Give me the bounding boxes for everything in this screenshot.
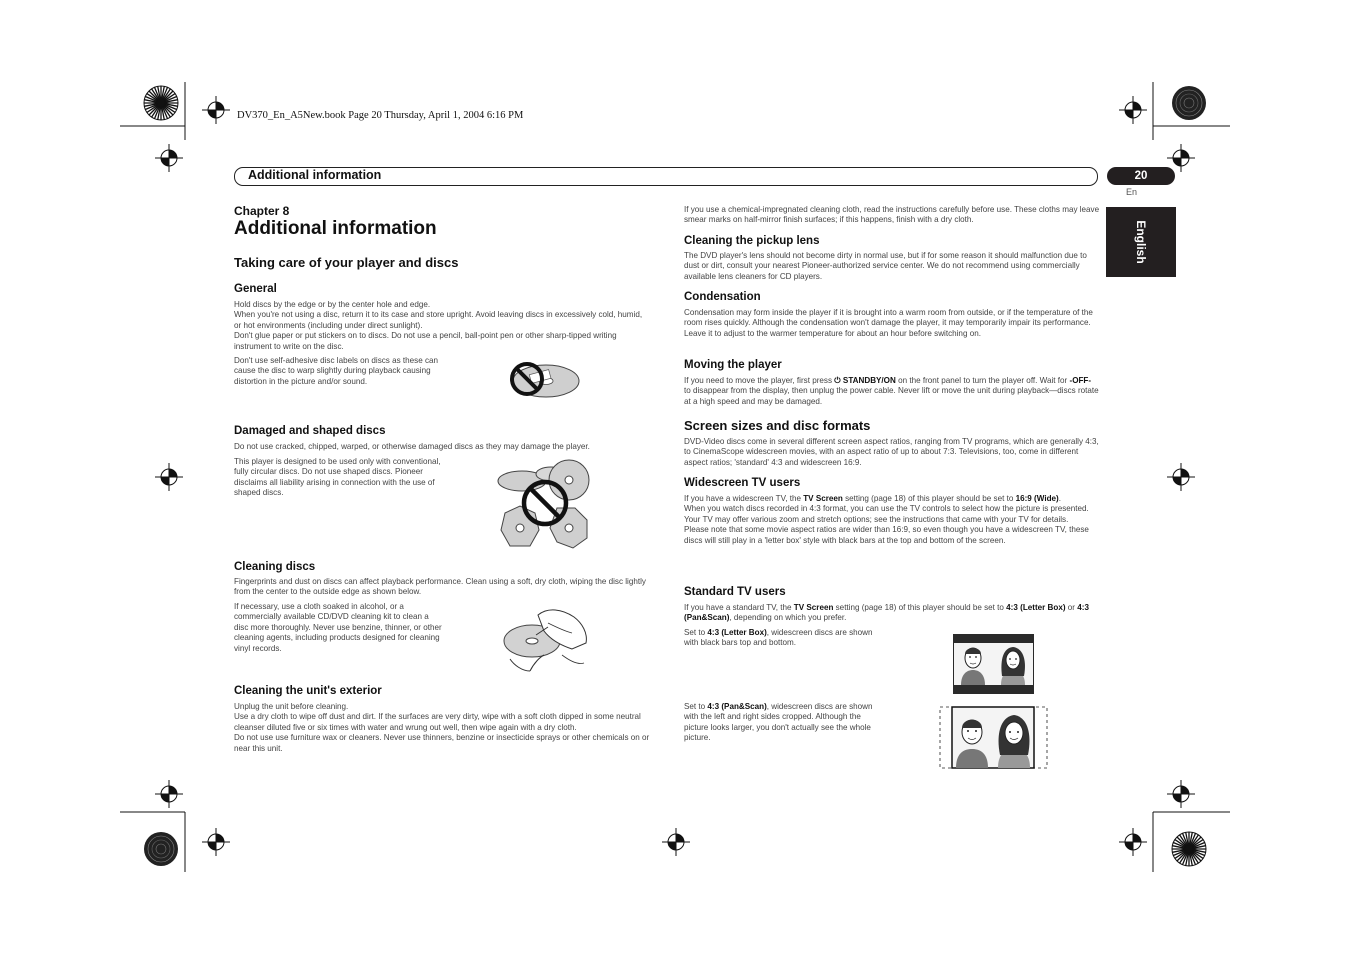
condensation-text: Condensation may form inside the player if it is brought into a warm room from outside, or if the temperature of the room rises quickly. Although the condensation won't damage the player, it may temporarily impair its performance. Leave it to adjust to the warmer temperature for about an hour before switching on. (684, 308, 1093, 338)
cleaning-cloth-note: If you use a chemical-impregnated cleaning cloth, read the instructions carefully before use. These cloths may leave smear marks on half-mirror finish surfaces; if this happens, finish with a dry cloth. (684, 205, 1100, 225)
disc-cleaning-illustration (500, 605, 590, 673)
language-tab-label: English (1134, 220, 1148, 264)
cleaning-discs-heading: Cleaning discs (234, 561, 316, 573)
exterior-line-2: Use a dry cloth to wipe off dust and dirt. If the surfaces are very dirty, wipe with a soft cloth dipped in some neutral cleanser diluted five or six times with water and wrung out well, then wipe again with a dry cloth. (234, 712, 641, 732)
letterbox-text: Set to 4:3 (Letter Box), widescreen discs are shown with black bars top and bottom. (684, 628, 873, 648)
moving-heading: Moving the player (684, 359, 782, 371)
page-number: 20 (1107, 167, 1175, 185)
damaged-heading: Damaged and shaped discs (234, 425, 386, 437)
general-labels-note: Don't use self-adhesive disc labels on discs as these can cause the disc to warp slightly during playback causing distortion in the picture and/or sound. (234, 356, 438, 386)
wide-setting-label: 16:9 (Wide) (1015, 494, 1059, 503)
chapter-label: Chapter 8 (234, 204, 290, 218)
moving-text: If you need to move the player, first press ⏻ STANDBY/ON on the front panel to turn the player off. Wait for -OFF- to disappear from the display, then unplug the power cable. Never lift or move the unit during playback—discs rotate at a high speed and may be damaged. (684, 376, 1099, 406)
page-title: Additional information (234, 218, 437, 239)
damaged-text: Do not use cracked, chipped, warped, or otherwise damaged discs as they may damage the player. (234, 442, 590, 451)
no-label-disc-illustration (504, 358, 582, 400)
condensation-heading: Condensation (684, 291, 761, 303)
panscan-text: Set to 4:3 (Pan&Scan), widescreen discs are shown with the left and right sides cropped. Although the picture looks larger, you don't actually see the whole picture. (684, 702, 873, 743)
damaged-note: This player is designed to be used only with conventional, fully circular discs. Do not use shaped discs. Pioneer disclaims all liability arising in connection with the use of shaped discs. (234, 457, 441, 498)
cleaning-discs-text: Fingerprints and dust on discs can affect playback performance. Clean using a soft, dry cloth, wiping the disc lightly from the center to the outside edge as shown below. (234, 577, 646, 597)
screen-sizes-heading: Screen sizes and disc formats (684, 418, 871, 433)
exterior-heading: Cleaning the unit's exterior (234, 685, 382, 697)
off-label: -OFF- (1069, 376, 1092, 385)
general-line-3: Don't glue paper or put stickers on to discs. Do not use a pencil, ball-point pen or other sharp-tipped writing instrument to write on the disc. (234, 331, 617, 351)
letterbox-illustration (953, 634, 1035, 696)
standard-tv-text: If you have a standard TV, the TV Screen setting (page 18) of this player should be set to 4:3 (Letter Box) or 4:3 (Pan&Scan), depending on which you prefer. (684, 603, 1089, 623)
cleaning-discs-note: If necessary, use a cloth soaked in alcohol, or a commercially available CD/DVD cleaning kit to clean a disc more thoroughly. Never use benzine, thinner, or other cleaning agents, including products designed for cleaning vinyl records. (234, 602, 442, 653)
general-line-2: When you're not using a disc, return it to its case and store upright. Avoid leaving discs in excessively cold, humid, or hot environments (including under direct sunlight). (234, 310, 643, 330)
page-lang: En (1126, 187, 1138, 197)
panscan-illustration (938, 705, 1050, 771)
widescreen-text: If you have a widescreen TV, the TV Screen setting (page 18) of this player should be set to 16:9 (Wide). When you watch discs recorded in 4:3 format, you can use the TV controls to select how the picture is presented. Your TV may offer various zoom and stretch options; see the instructions that came with your TV for details. Please note that some movie aspect ratios are wider than 16:9, so even though you have a widescreen TV, these discs will still play in a 'letter box' style with black bars at the top and bottom of the screen. (684, 494, 1089, 545)
language-tab (1106, 207, 1176, 277)
exterior-text (234, 702, 652, 754)
care-heading: Taking care of your player and discs (234, 255, 459, 270)
pickup-lens-heading: Cleaning the pickup lens (684, 235, 820, 247)
pickup-lens-text: The DVD player's lens should not become dirty in normal use, but if for some reason it should malfunction due to dust or dirt, consult your nearest Pioneer-authorized service center. We do not recommend using commercially available lens cleaners for CD players. (684, 251, 1087, 281)
general-heading: General (234, 283, 277, 295)
general-line-1: Hold discs by the edge or by the center hole and edge. (234, 300, 431, 309)
standby-on-label: ⏻ STANDBY/ON (834, 376, 896, 385)
shaped-discs-illustration (495, 458, 595, 550)
section-title: Additional information (248, 168, 382, 182)
file-header: DV370_En_A5New.book Page 20 Thursday, April 1, 2004 6:16 PM (237, 110, 524, 121)
general-text (234, 300, 650, 352)
widescreen-heading: Widescreen TV users (684, 477, 801, 489)
exterior-line-1: Unplug the unit before cleaning. (234, 702, 349, 711)
standard-tv-heading: Standard TV users (684, 586, 786, 598)
exterior-line-3: Do not use use furniture wax or cleaners. Never use thinners, benzine or insecticide sprays or other chemicals on or near this unit. (234, 733, 650, 753)
tv-screen-label: TV Screen (803, 494, 843, 503)
screen-sizes-text: DVD-Video discs come in several different screen aspect ratios, ranging from TV programs, which are generally 4:3, to CinemaScope widescreen movies, with an aspect ratio of up to about 7:3. Televisions, too, come in different aspect ratios; 'standard' 4:3 and widescreen 16:9. (684, 437, 1099, 467)
